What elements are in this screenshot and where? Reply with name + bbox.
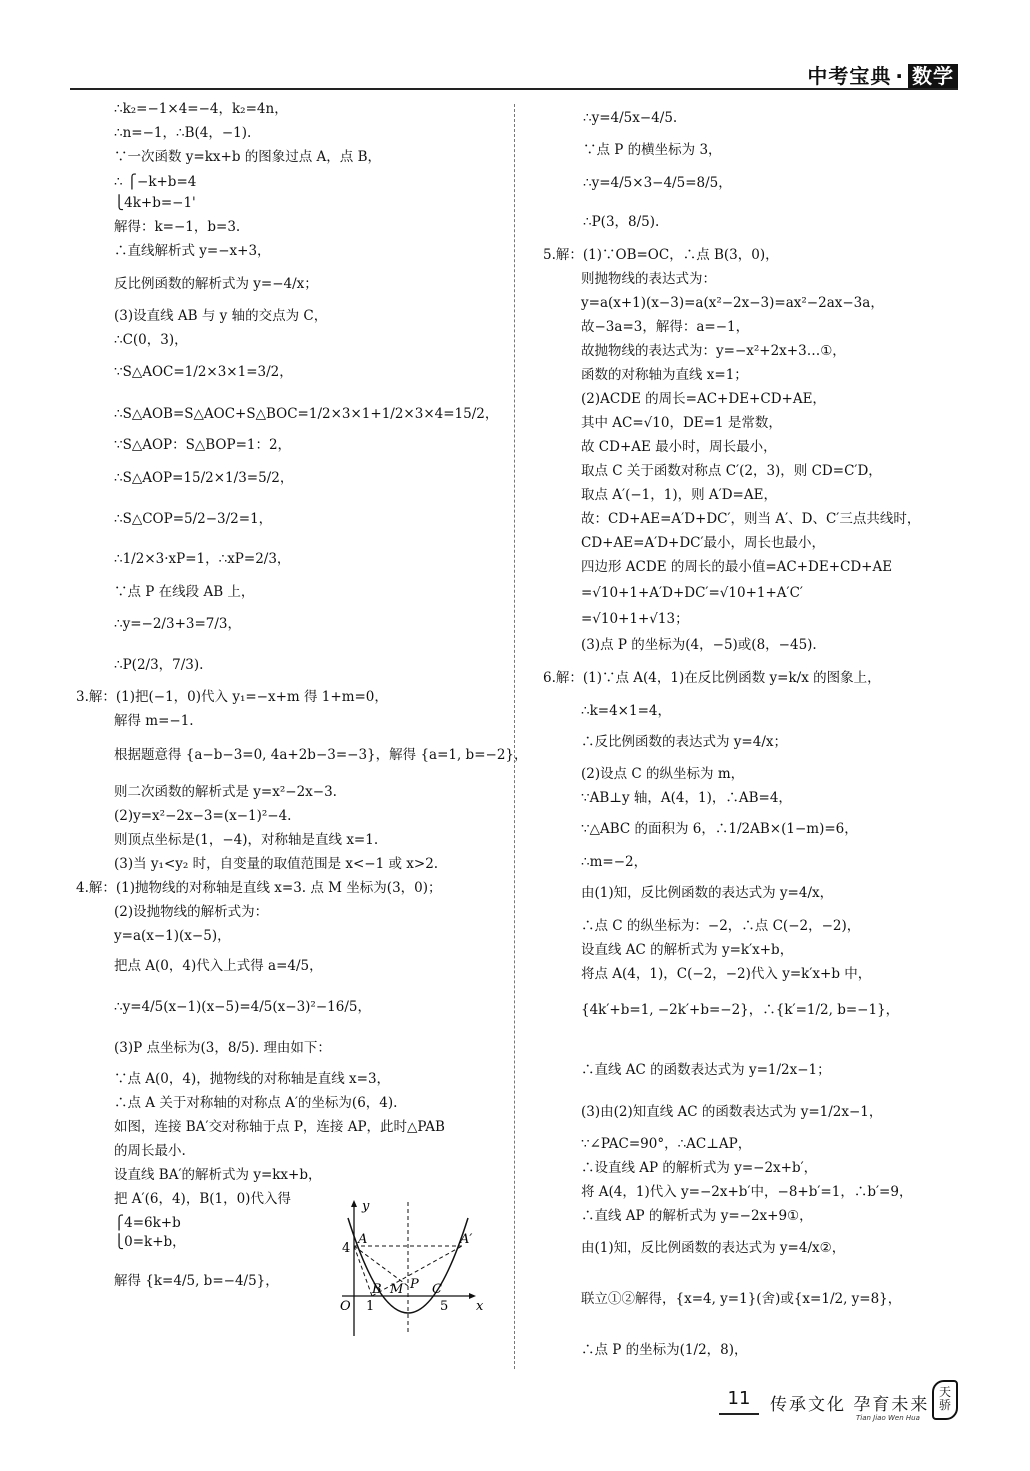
left-column-line: ⎩4k+b=−1' <box>114 195 196 211</box>
right-column-line: 将 A(4，1)代入 y=−2x+b′中，−8+b′=1，∴b′=9， <box>581 1184 913 1200</box>
label-a-prime: A′ <box>460 1232 473 1247</box>
right-column-line: 5.解：(1)∵OB=OC，∴点 B(3，0)， <box>543 247 779 263</box>
brand-logo: 天骄 <box>932 1380 958 1420</box>
label-x: x <box>476 1299 484 1314</box>
title-separator: · <box>895 64 904 88</box>
right-column-line: 故 CD+AE 最小时，周长最小， <box>581 439 777 455</box>
left-column-line: ∴S△COP=5/2−3/2=1， <box>114 511 273 527</box>
left-column-line: 把 A′(6，4)，B(1，0)代入得 <box>114 1191 291 1207</box>
left-column-line: 4.解：(1)抛物线的对称轴是直线 x=3. 点 M 坐标为(3，0)； <box>76 880 442 896</box>
right-column-line: 由(1)知，反比例函数的表达式为 y=4/x， <box>581 885 834 901</box>
left-column-line: 反比例函数的解析式为 y=−4/x； <box>114 276 318 292</box>
right-column-line: CD+AE=A′D+DC′最小，周长也最小， <box>581 535 826 551</box>
left-column-line: ⎧4=6k+b <box>114 1215 181 1231</box>
right-column-line: y=a(x+1)(x−3)=a(x²−2x−3)=ax²−2ax−3a， <box>581 295 884 311</box>
left-column-line: ∴k₂=−1×4=−4，k₂=4n， <box>114 101 288 117</box>
left-column-line: ∴y=−2/3+3=7/3， <box>114 616 242 632</box>
right-column-line: ∵AB⊥y 轴，A(4，1)，∴AB=4， <box>581 790 792 806</box>
left-column-line: (2)设抛物线的解析式为： <box>114 904 269 920</box>
footer-slogan: 传承文化 孕育未来 <box>770 1395 930 1415</box>
left-column-line: 把点 A(0，4)代入上式得 a=4/5， <box>114 958 323 974</box>
left-column-line: ∵点 A(0，4)，抛物线的对称轴是直线 x=3， <box>114 1071 391 1087</box>
right-column-line: ∵∠PAC=90°，∴AC⊥AP， <box>581 1136 752 1152</box>
left-column-line: ∴直线解析式 y=−x+3， <box>114 243 271 259</box>
right-column-line: 6.解：(1)∵点 A(4，1)在反比例函数 y=k/x 的图象上， <box>543 670 881 686</box>
right-column-line: 由(1)知，反比例函数的表达式为 y=4/x②， <box>581 1240 846 1256</box>
header-title <box>807 60 958 89</box>
left-column-line: ∴ ⎧−k+b=4 <box>114 174 197 190</box>
right-column-line: ∴P(3，8/5). <box>583 214 660 230</box>
label-a: A <box>358 1232 368 1247</box>
label-p: P <box>410 1277 419 1292</box>
left-column-line: 的周长最小. <box>114 1143 186 1159</box>
left-column-line: ∴S△AOP=15/2×1/3=5/2， <box>114 470 294 486</box>
right-column-line: ∴y=4/5×3−4/5=8/5， <box>583 175 732 191</box>
left-column-line: ∴S△AOB=S△AOC+S△BOC=1/2×3×1+1/2×3×4=15/2， <box>114 406 499 422</box>
right-column-line: 将点 A(4，1)，C(−2，−2)代入 y=k′x+b 中， <box>581 966 872 982</box>
left-column-line: ∵S△AOP：S△BOP=1：2， <box>114 437 292 453</box>
book-title: 中考宝典 <box>807 64 892 88</box>
right-column-line: 四边形 ACDE 的周长的最小值=AC+DE+CD+AE <box>581 559 893 575</box>
right-column-line: 取点 C 关于函数对称点 C′(2，3)，则 CD=C′D， <box>581 463 882 479</box>
left-column-line: ∴点 A 关于对称轴的对称点 A′的坐标为(6，4). <box>114 1095 398 1111</box>
right-column-line: ∴设直线 AP 的解析式为 y=−2x+b′， <box>581 1160 818 1176</box>
right-column-line: 则抛物线的表达式为： <box>581 271 716 287</box>
parabola-graph <box>336 1198 486 1338</box>
right-column-line: (3)点 P 的坐标为(4，−5)或(8，−45). <box>581 637 817 653</box>
right-column-line: =√10+1+√13； <box>581 611 689 627</box>
left-column-line: 设直线 BA′的解析式为 y=kx+b， <box>114 1167 322 1183</box>
left-column-line: ⎩0=k+b， <box>114 1234 186 1250</box>
left-column-line: ∴1/2×3·xP=1，∴xP=2/3， <box>114 551 291 567</box>
right-column-line: ∴k=4×1=4， <box>581 703 671 719</box>
label-four: 4 <box>342 1241 351 1256</box>
left-column-line: 3.解：(1)把(−1，0)代入 y₁=−x+m 得 1+m=0， <box>76 689 388 705</box>
label-origin: O <box>340 1299 351 1314</box>
left-column-line: ∴C(0，3)， <box>114 332 188 348</box>
left-column-line: 根据题意得 {a−b−3=0, 4a+2b−3=−3}，解得 {a=1, b=−2}， <box>114 747 528 763</box>
left-column-line: y=a(x−1)(x−5)， <box>114 928 231 944</box>
subject-badge: 数学 <box>908 64 958 88</box>
right-column-line: ∴点 C 的纵坐标为：−2，∴点 C(−2，−2)， <box>581 918 861 934</box>
right-column-line: 取点 A′(−1，1)，则 A′D=AE， <box>581 487 777 503</box>
left-column-line: 则二次函数的解析式是 y=x²−2x−3. <box>114 784 337 800</box>
right-column-line: ∵△ABC 的面积为 6，∴1/2AB×(1−m)=6， <box>581 821 858 837</box>
right-column-line: (2)设点 C 的纵坐标为 m， <box>581 766 745 782</box>
right-column-line: (2)ACDE 的周长=AC+DE+CD+AE， <box>581 391 826 407</box>
right-column-line: 设直线 AC 的解析式为 y=k′x+b， <box>581 942 794 958</box>
right-column-line: 故−3a=3，解得：a=−1， <box>581 319 750 335</box>
right-column-line: ∴直线 AP 的解析式为 y=−2x+9①， <box>581 1208 813 1224</box>
right-column-line: 故抛物线的表达式为：y=−x²+2x+3…①， <box>581 343 846 359</box>
left-column-line: ∴P(2/3，7/3). <box>114 657 204 673</box>
left-column-line: ∴n=−1，∴B(4，−1). <box>114 125 252 141</box>
line-a-b <box>354 1246 372 1296</box>
left-column-line: 如图，连接 BA′交对称轴于点 P，连接 AP，此时△PAB <box>114 1119 445 1135</box>
left-column-line: 则顶点坐标是(1，−4)，对称轴是直线 x=1. <box>114 832 379 848</box>
column-divider <box>514 104 515 1369</box>
label-m: M <box>390 1282 404 1297</box>
right-column-line: ∵点 P 的横坐标为 3， <box>583 142 722 158</box>
parabola-figure <box>336 1198 486 1338</box>
left-column-line: (2)y=x²−2x−3=(x−1)²−4. <box>114 808 292 824</box>
right-column-line: 函数的对称轴为直线 x=1； <box>581 367 748 383</box>
right-column-line: ∴反比例函数的表达式为 y=4/x； <box>581 734 787 750</box>
x-axis-arrow <box>469 1293 476 1299</box>
right-column-line: 故：CD+AE=A′D+DC′，则当 A′、D、C′三点共线时， <box>581 511 921 527</box>
y-axis-arrow <box>351 1200 357 1207</box>
right-column-line: {4k′+b=1, −2k′+b=−2}，∴{k′=1/2, b=−1}， <box>581 1002 900 1018</box>
page-header <box>70 58 958 90</box>
label-five: 5 <box>440 1299 449 1314</box>
left-column-line: ∵一次函数 y=kx+b 的图象过点 A，点 B， <box>114 149 382 165</box>
right-column-line: (3)由(2)知直线 AC 的函数表达式为 y=1/2x−1， <box>581 1104 883 1120</box>
line-a-p <box>354 1246 408 1286</box>
left-column-line: (3)当 y₁<y₂ 时，自变量的取值范围是 x<−1 或 x>2. <box>114 856 439 872</box>
left-column-line: ∵点 P 在线段 AB 上， <box>114 584 255 600</box>
right-column-line: =√10+1+A′D+DC′=√10+1+A′C′ <box>581 585 803 601</box>
footer-pinyin: Tian Jiao Wen Hua <box>856 1414 920 1422</box>
page-number: 11 <box>719 1388 759 1415</box>
left-column-line: 解得：k=−1，b=3. <box>114 219 241 235</box>
left-column-line: 解得 {k=4/5, b=−4/5}， <box>114 1273 279 1289</box>
right-column-line: ∴点 P 的坐标为(1/2，8)， <box>581 1342 748 1358</box>
left-column-line: 解得 m=−1. <box>114 713 194 729</box>
left-column-line: (3)P 点坐标为(3，8/5). 理由如下： <box>114 1040 331 1056</box>
right-column-line: ∴直线 AC 的函数表达式为 y=1/2x−1； <box>581 1062 831 1078</box>
right-column-line: ∴m=−2， <box>581 854 648 870</box>
label-b: B <box>372 1282 382 1297</box>
left-column-line: ∴y=4/5(x−1)(x−5)=4/5(x−3)²−16/5， <box>114 999 371 1015</box>
label-one: 1 <box>366 1299 375 1314</box>
right-column-line: 联立①②解得，{x=4, y=1}(舍)或{x=1/2, y=8}， <box>581 1291 902 1307</box>
left-column-line: (3)设直线 AB 与 y 轴的交点为 C， <box>114 308 328 324</box>
right-column-line: ∴y=4/5x−4/5. <box>583 110 678 126</box>
label-y: y <box>362 1199 370 1214</box>
right-column-line: 其中 AC=√10，DE=1 是常数， <box>581 415 782 431</box>
left-column-line: ∵S△AOC=1/2×3×1=3/2， <box>114 364 293 380</box>
label-c: C <box>432 1282 442 1297</box>
